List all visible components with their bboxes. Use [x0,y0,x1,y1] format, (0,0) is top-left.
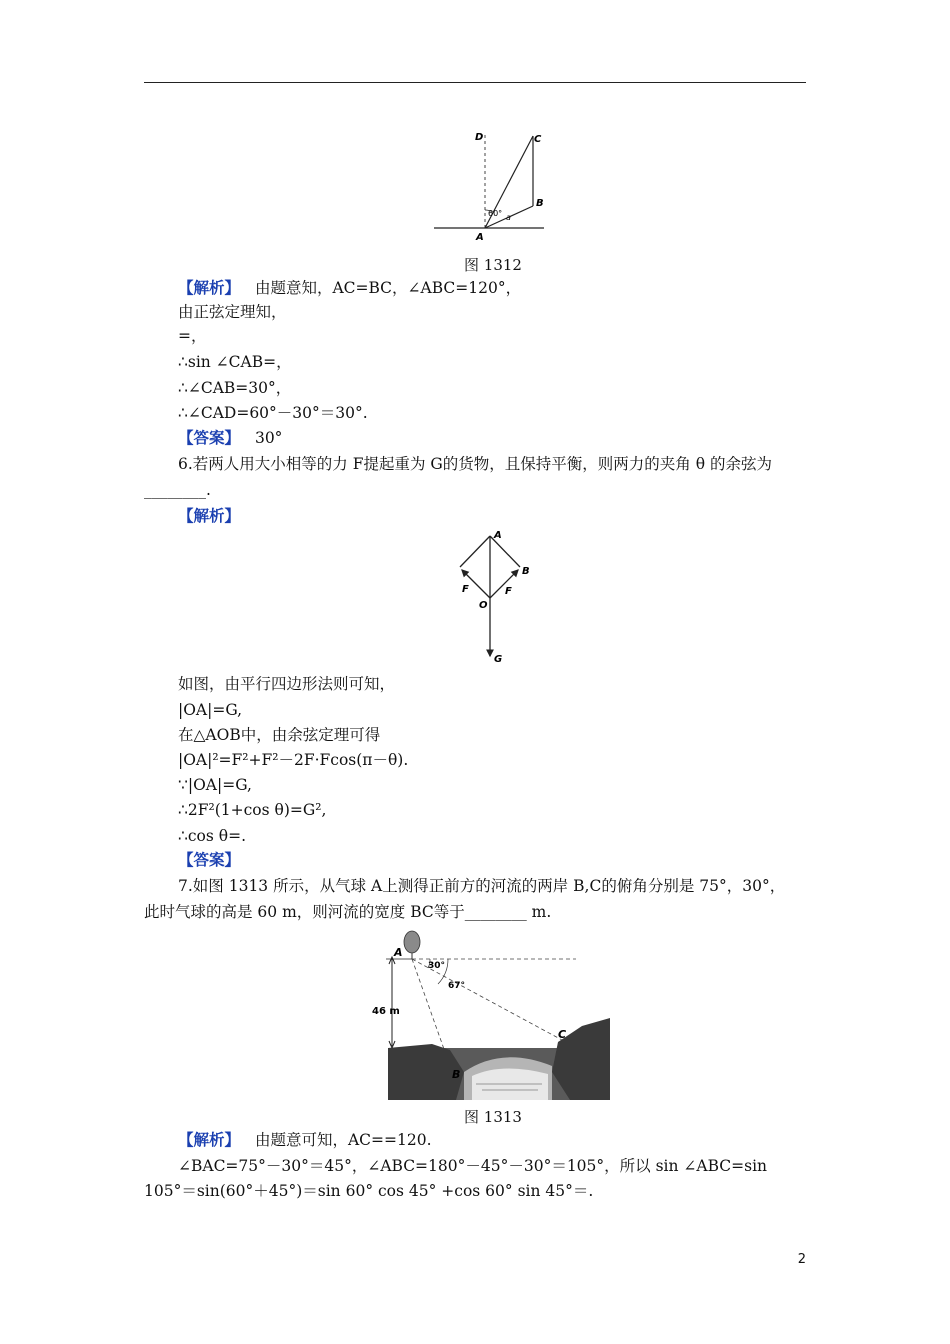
label-D: D [475,132,484,143]
header-rule [144,82,806,83]
label-angle-30: 30° [428,961,446,971]
q6-sol-4: |OA|²=F²+F²－2F·Fcos(π－θ). [178,751,409,769]
q7-sol-3: 105°＝sin(60°＋45°)＝sin 60° cos 45° +cos 60° sin 45°＝. [144,1182,594,1200]
label-F-left: F [462,584,469,595]
sol5-line-3: =， [178,327,207,345]
label-F-right: F [505,586,512,597]
label-O: O [479,600,488,611]
sol5-line-4: ∴sin ∠CAB=， [178,353,292,371]
q6-sol-5: ∵|OA|=G, [178,776,252,794]
analysis-tag: 【解析】 [178,1130,241,1149]
q7-line-1: 7.如图 1313 所示，从气球 A上测得正前方的河流的两岸 B,C的俯角分别是 75°，30°， [178,877,786,895]
sol5-answer: 30° [254,429,283,447]
force-diagram [448,526,538,666]
sol5-line-5: ∴∠CAB=30°， [178,379,292,397]
q6-sol-2: |OA|=G, [178,701,243,719]
sol5-line-1 [178,278,521,298]
answer-tag: 【答案】 [178,428,241,447]
label-A: A [494,530,502,541]
q6-analysis-tag [178,506,240,526]
q7-sol-2: ∠BAC=75°－30°＝45°，∠ABC=180°－45°－30°＝105°，所以 sin ∠ABC=sin [178,1157,768,1175]
q7-sol-text-1: 由题意可知，AC==120. [254,1131,432,1149]
q6-sol-6: ∴2F²(1+cos θ)=G², [178,801,327,819]
sol5-line-6: ∴∠CAD=60°－30°＝30°. [178,404,368,422]
label-B: B [536,198,544,209]
answer-tag: 【答案】 [178,850,241,869]
figure-1312 [430,126,550,242]
figure-1313 [372,926,612,1102]
label-angle: 60° [488,209,503,218]
figure-1312-caption: 图 1312 [464,256,522,274]
label-A: A [476,232,484,242]
q6-sol-3: 在△AOB中，由余弦定理可得 [178,726,381,744]
label-B: B [522,566,530,577]
label-G: G [494,654,503,665]
sol5-answer-line [178,428,282,448]
q6-sol-1: 如图，由平行四边形法则可知， [178,675,396,693]
label-height: 46 m [372,1006,400,1017]
q6-sol-7: ∴cos θ=. [178,827,247,845]
q6-line-1: 6.若两人用大小相等的力 F提起重为 G的货物，且保持平衡，则两力的夹角 θ 的余弦为 [178,455,772,473]
label-angle-67: 67° [448,981,466,991]
sol5-line-2: 由正弦定理知， [178,303,287,321]
page-number: 2 [797,1252,806,1267]
analysis-tag: 【解析】 [178,506,241,525]
analysis-tag: 【解析】 [178,278,241,297]
figure-1313-caption: 图 1313 [464,1108,522,1126]
q7-line-2: 此时气球的高是 60 m，则河流的宽度 BC等于________ m. [144,903,552,921]
sol5-text-1: 由题意知，AC=BC，∠ABC=120°， [254,279,522,297]
label-C: C [558,1028,567,1041]
q6-answer-line [178,850,240,870]
label-C: C [534,134,542,145]
label-B: B [452,1068,461,1081]
label-A: A [394,946,403,959]
q7-sol-1 [178,1130,432,1150]
q6-line-2: ________. [144,481,211,499]
label-a: a [506,213,511,222]
